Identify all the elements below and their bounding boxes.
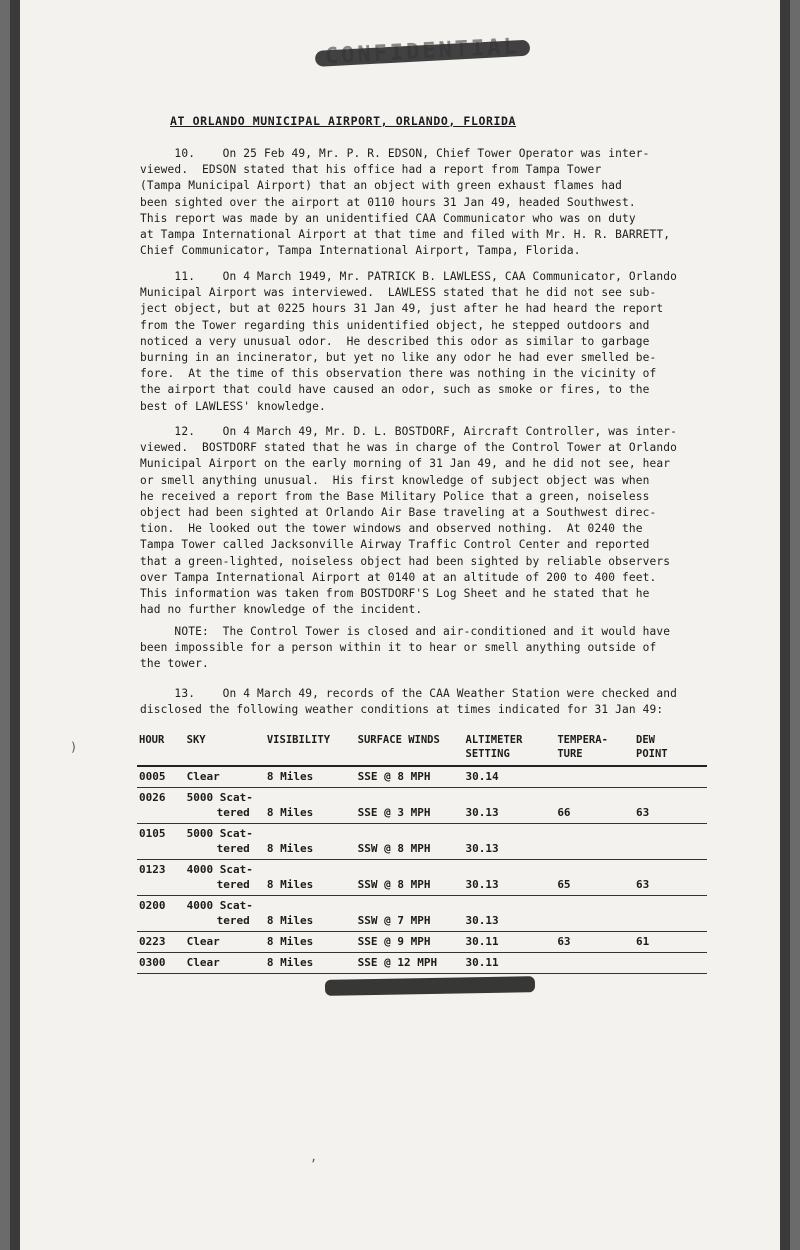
column-header-text: POINT	[636, 748, 668, 760]
cell-winds: SSW @ 8 MPH	[356, 824, 464, 860]
text-line: viewed. EDSON stated that his office had a report from Tampa Tower	[140, 163, 602, 177]
scan-edge-right	[780, 0, 790, 1250]
text-line: had no further knowledge of the incident.	[140, 603, 423, 617]
text-line: tion. He looked out the tower windows and observed nothing. At 0240 the	[140, 522, 643, 536]
cell-hour: 0026	[137, 788, 185, 824]
sky-text: tered	[216, 842, 250, 855]
table-row	[137, 932, 707, 953]
cell-sky	[185, 766, 265, 788]
cell-temp	[555, 953, 634, 974]
cell-sky	[185, 896, 265, 932]
column-header-text: HOUR	[139, 734, 165, 746]
text-line: object had been sighted at Orlando Air Base traveling at a Southwest direc-	[140, 506, 657, 520]
column-header-text: TEMPERA-	[557, 734, 608, 746]
cell-hour: 0105	[137, 824, 185, 860]
text-line: fore. At the time of this observation there was nothing in the vicinity of	[140, 367, 657, 381]
column-header-text: SETTING	[465, 748, 510, 760]
cell-altimeter: 30.14	[464, 766, 556, 788]
text-line: This report was made by an unidentified CAA Communicator who was on duty	[140, 211, 636, 225]
column-header	[634, 733, 707, 766]
cell-dew: 63	[634, 860, 707, 896]
text-line: from the Tower regarding this unidentified object, he stepped outdoors and	[140, 318, 650, 332]
text-line: noticed a very unusual odor. He described this odor as similar to garbage	[140, 334, 650, 348]
cell-altimeter: 30.11	[464, 953, 556, 974]
column-header	[464, 733, 556, 766]
text-line: Municipal Airport was interviewed. LAWLESS stated that he did not see sub-	[140, 286, 657, 300]
text-line: been impossible for a person within it to hear or smell anything outside of	[140, 641, 657, 655]
cell-dew: 63	[634, 788, 707, 824]
sky-text: tered	[216, 914, 250, 927]
text-line: best of LAWLESS' knowledge.	[140, 399, 326, 413]
cell-altimeter: 30.13	[464, 860, 556, 896]
cell-winds: SSE @ 12 MPH	[356, 953, 464, 974]
cell-hour: 0123	[137, 860, 185, 896]
column-header-text: VISIBILITY	[266, 734, 331, 746]
text-line: 13. On 4 March 49, records of the CAA Weather Station were checked and	[140, 687, 678, 700]
stamp-text: CONFIDENTIAL	[324, 34, 521, 70]
text-line: NOTE: The Control Tower is closed and air-conditioned and it would have	[140, 625, 671, 638]
table-row	[137, 766, 707, 788]
column-header-text: DEW	[636, 734, 655, 746]
cell-hour: 0005	[137, 766, 185, 788]
cell-temp	[555, 766, 634, 788]
cell-dew	[634, 766, 707, 788]
column-header-text: SURFACE WINDS	[357, 734, 440, 746]
weather-table	[137, 733, 707, 974]
scan-edge-left	[10, 0, 20, 1250]
cell-hour: 0300	[137, 953, 185, 974]
cell-dew	[634, 824, 707, 860]
cell-sky	[185, 932, 265, 953]
document-page	[10, 0, 790, 1250]
text-line: that a green-lighted, noiseless object had been sighted by reliable observers	[140, 554, 671, 568]
cell-visibility: 8 Miles	[265, 824, 356, 860]
column-header-text: TURE	[557, 748, 583, 760]
text-line: Chief Communicator, Tampa International Airport, Tampa, Florida.	[140, 244, 581, 258]
sky-text: Clear	[186, 956, 220, 969]
cell-altimeter: 30.13	[464, 788, 556, 824]
column-header	[137, 733, 185, 766]
text-line: Municipal Airport on the early morning of 31 Jan 49, and he did not see, hear	[140, 457, 671, 471]
column-header	[356, 733, 464, 766]
text-line: he received a report from the Base Military Police that a green, noiseless	[140, 489, 650, 503]
cell-winds: SSW @ 8 MPH	[356, 860, 464, 896]
stray-mark: ,	[310, 1150, 318, 1164]
cell-temp	[555, 824, 634, 860]
cell-dew	[634, 953, 707, 974]
cell-hour: 0200	[137, 896, 185, 932]
note-paragraph	[140, 624, 725, 673]
column-header	[265, 733, 356, 766]
text-line: ject object, but at 0225 hours 31 Jan 49, just after he had heard the report	[140, 302, 664, 316]
text-line: This information was taken from BOSTDORF'S Log Sheet and he stated that he	[140, 587, 650, 601]
cell-visibility: 8 Miles	[265, 860, 356, 896]
paragraph-11	[140, 269, 725, 415]
classification-stamp-top	[314, 29, 540, 75]
text-line: burning in an incinerator, but yet no like any odor he had ever smelled be-	[140, 351, 657, 365]
table-row	[137, 824, 707, 860]
text-line: (Tampa Municipal Airport) that an object with green exhaust flames had	[140, 179, 622, 193]
document-heading: AT ORLANDO MUNICIPAL AIRPORT, ORLANDO, FLORIDA	[170, 114, 517, 128]
cell-dew	[634, 896, 707, 932]
cell-temp: 65	[555, 860, 634, 896]
text-line: 11. On 4 March 1949, Mr. PATRICK B. LAWLESS, CAA Communicator, Orlando	[140, 270, 678, 283]
cell-sky	[185, 860, 265, 896]
cell-winds: SSE @ 3 MPH	[356, 788, 464, 824]
cell-temp	[555, 896, 634, 932]
weather-table-body	[137, 766, 707, 974]
sky-text: tered	[216, 806, 250, 819]
cell-sky	[185, 788, 265, 824]
column-header-text: ALTIMETER	[465, 734, 523, 746]
cell-visibility: 8 Miles	[265, 953, 356, 974]
cell-visibility: 8 Miles	[265, 932, 356, 953]
cell-visibility: 8 Miles	[265, 766, 356, 788]
classification-stamp-bottom	[325, 976, 535, 996]
text-line: at Tampa International Airport at that time and filed with Mr. H. R. BARRETT,	[140, 228, 671, 242]
text-line: 12. On 4 March 49, Mr. D. L. BOSTDORF, Aircraft Controller, was inter-	[140, 425, 678, 438]
column-header	[185, 733, 265, 766]
cell-visibility: 8 Miles	[265, 896, 356, 932]
text-line: viewed. BOSTDORF stated that he was in charge of the Control Tower at Orlando	[140, 441, 678, 455]
sky-text: 5000 Scat-	[186, 791, 253, 804]
paragraph-10	[140, 146, 725, 259]
text-line: 10. On 25 Feb 49, Mr. P. R. EDSON, Chief Tower Operator was inter-	[140, 147, 650, 160]
cell-altimeter: 30.13	[464, 896, 556, 932]
text-line: been sighted over the airport at 0110 hours 31 Jan 49, headed Southwest.	[140, 195, 636, 209]
cell-winds: SSE @ 8 MPH	[356, 766, 464, 788]
margin-mark: )	[70, 740, 78, 754]
column-header	[555, 733, 634, 766]
sky-text: 4000 Scat-	[186, 899, 253, 912]
table-row	[137, 896, 707, 932]
cell-altimeter: 30.13	[464, 824, 556, 860]
cell-dew: 61	[634, 932, 707, 953]
table-row	[137, 860, 707, 896]
text-line: the airport that could have caused an odor, such as smoke or fires, to the	[140, 383, 650, 397]
cell-winds: SSE @ 9 MPH	[356, 932, 464, 953]
sky-text: Clear	[186, 935, 220, 948]
sky-text: 5000 Scat-	[186, 827, 253, 840]
cell-altimeter: 30.11	[464, 932, 556, 953]
cell-hour: 0223	[137, 932, 185, 953]
cell-winds: SSW @ 7 MPH	[356, 896, 464, 932]
cell-visibility: 8 Miles	[265, 788, 356, 824]
text-line: Tampa Tower called Jacksonville Airway Traffic Control Center and reported	[140, 538, 650, 552]
sky-text: Clear	[186, 770, 220, 783]
text-line: the tower.	[140, 657, 209, 671]
text-line: disclosed the following weather conditions at times indicated for 31 Jan 49:	[140, 703, 664, 717]
text-line: over Tampa International Airport at 0140 at an altitude of 200 to 400 feet.	[140, 570, 657, 584]
table-row	[137, 953, 707, 974]
cell-temp: 66	[555, 788, 634, 824]
weather-table-header	[137, 733, 707, 766]
paragraph-12	[140, 424, 725, 618]
text-line: or smell anything unusual. His first knowledge of subject object was when	[140, 473, 650, 487]
cell-sky	[185, 953, 265, 974]
paragraph-13	[140, 686, 725, 718]
cell-temp: 63	[555, 932, 634, 953]
sky-text: 4000 Scat-	[186, 863, 253, 876]
table-row	[137, 788, 707, 824]
cell-sky	[185, 824, 265, 860]
column-header-text: SKY	[186, 734, 206, 746]
sky-text: tered	[216, 878, 250, 891]
